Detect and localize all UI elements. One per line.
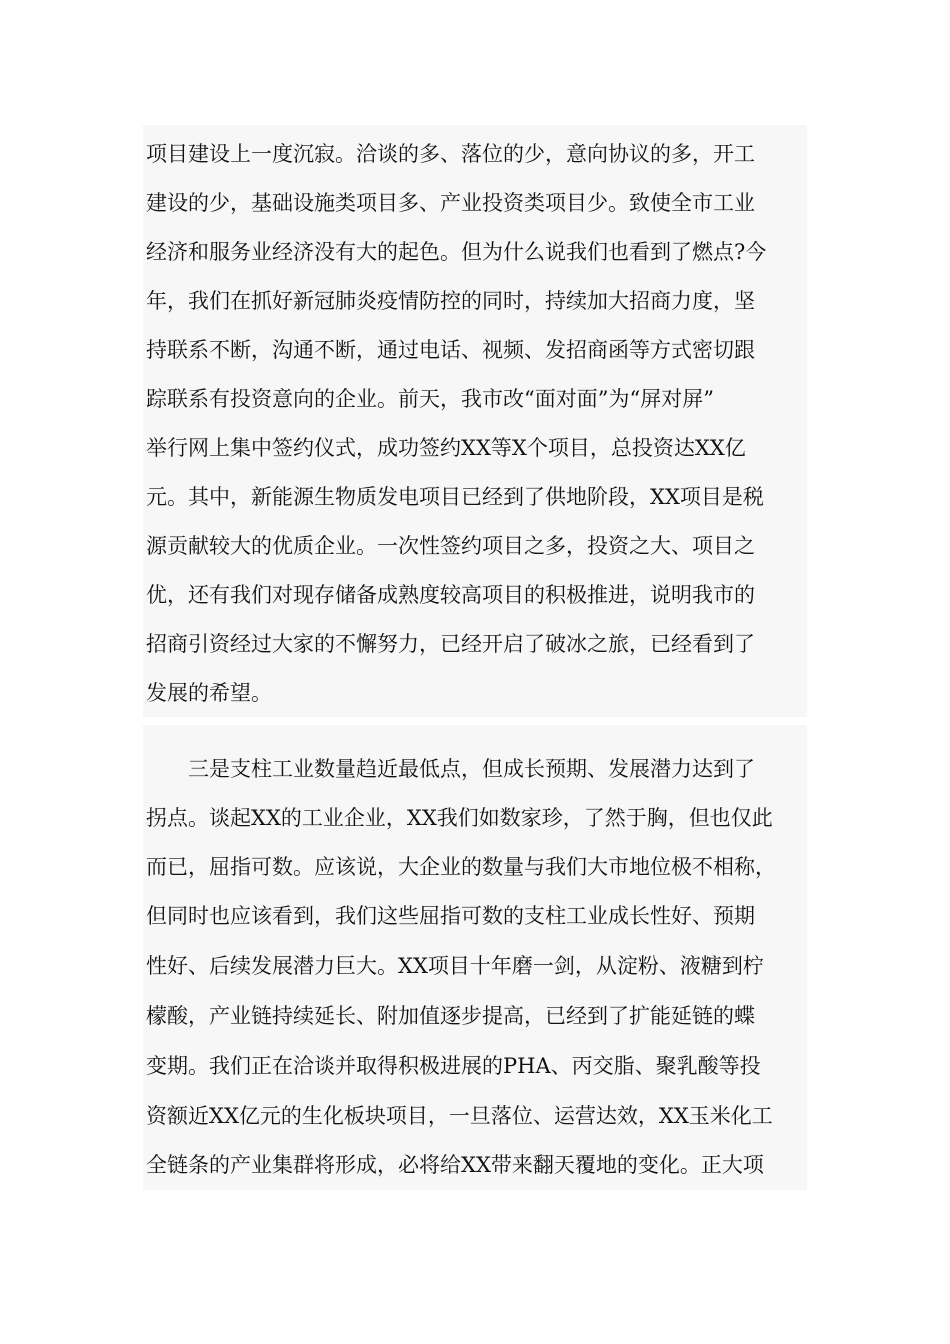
paragraph-2-line: 檬酸，产业链持续延长、附加值逐步提高，已经到了扩能延链的蝶: [146, 1004, 755, 1028]
paragraph-2-line: 而已，屈指可数。应该说，大企业的数量与我们大市地位极不相称，: [146, 855, 776, 879]
paragraph-2-line: 全链条的产业集群将形成，必将给XX带来翻天覆地的变化。正大项: [146, 1153, 764, 1177]
paragraph-2-line: 变期。我们正在洽谈并取得积极进展的PHA、丙交脂、聚乳酸等投: [146, 1054, 761, 1078]
paragraph-2-line: 三是支柱工业数量趋近最低点，但成长预期、发展潜力达到了: [146, 757, 755, 781]
paragraph-1-line: 举行网上集中签约仪式，成功签约XX等X个项目，总投资达XX亿: [146, 436, 746, 460]
paragraph-1: [143, 125, 807, 717]
paragraph-2-line: 性好、后续发展潜力巨大。XX项目十年磨一剑，从淀粉、液糖到柠: [146, 954, 764, 978]
paragraph-1-line: 发展的希望。: [146, 681, 272, 705]
paragraph-1-line: 持联系不断，沟通不断，通过电话、视频、发招商函等方式密切跟: [146, 338, 755, 362]
paragraph-1-line: 优，还有我们对现存储备成熟度较高项目的积极推进，说明我市的: [146, 583, 755, 607]
paragraph-2-line: 拐点。谈起XX的工业企业，XX我们如数家珍，了然于胸，但也仅此: [146, 806, 773, 830]
paragraph-1-line: 元。其中，新能源生物质发电项目已经到了供地阶段，XX项目是税: [146, 485, 764, 509]
paragraph-1-line: 项目建设上一度沉寂。洽谈的多、落位的少，意向协议的多，开工: [146, 142, 755, 166]
paragraph-1-line: 年，我们在抓好新冠肺炎疫情防控的同时，持续加大招商力度，坚: [146, 289, 755, 313]
paragraph-1-line: 踪联系有投资意向的企业。前天，我市改“面对面”为“屏对屏”: [146, 387, 714, 411]
paragraph-1-line: 经济和服务业经济没有大的起色。但为什么说我们也看到了燃点?今: [146, 240, 767, 264]
paragraph-2-line: 资额近XX亿元的生化板块项目，一旦落位、运营达效，XX玉米化工: [146, 1104, 773, 1128]
paragraph-2-line: 但同时也应该看到，我们这些屈指可数的支柱工业成长性好、预期: [146, 904, 755, 928]
paragraph-1-line: 建设的少，基础设施类项目多、产业投资类项目少。致使全市工业: [146, 191, 755, 215]
paragraph-1-line: 源贡献较大的优质企业。一次性签约项目之多，投资之大、项目之: [146, 534, 755, 558]
paragraph-2: [143, 725, 807, 1190]
paragraph-1-line: 招商引资经过大家的不懈努力，已经开启了破冰之旅，已经看到了: [146, 632, 755, 656]
